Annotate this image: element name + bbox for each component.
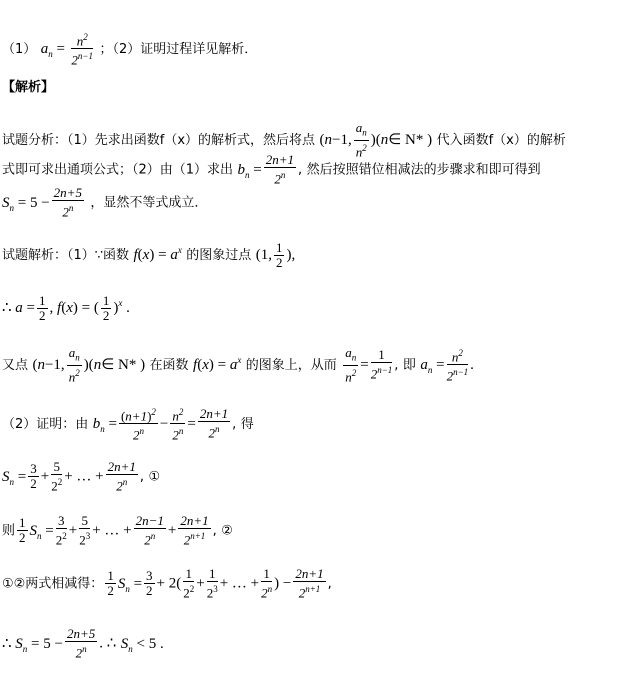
frac-an-over-n2-c: $\frac{a_n}{n^2}$ [345,345,357,384]
hint-line-2: 式即可求出通项公式；（2）由（1）求出 $b_n$ = $\frac{2n+1}{2^n}$ , 然后按照错位相减法的步骤求和即可得到 [2,152,541,187]
therefore-a-half: ∴ a = [2,300,36,316]
frac-1-over-2: $\frac{1}{2}$ [275,239,283,270]
solution-line-2: ∴ a = $\frac{1}{2}$ , f(x) = ( $\frac{1}{2}$ )$^x$ . [2,292,130,323]
point-1-half: (1, [255,247,272,263]
hint-text-1a: 试题分析：（1）先求出函数f（x）的解析式，然后将点 [2,132,316,148]
solution-text-3c: 的图象上，从而 [245,357,337,373]
frac-n2-over-2n-1: $\frac{n^2}{2^{n-1}}$ [71,32,93,68]
hint-line-3 [2,186,207,219]
formula-sn: $S_n = 5$ − [2,194,50,213]
solution-line-6: 则 $\frac{1}{2}$ $S_n$ = $\frac{3}{2^2}$ + $\frac{5}{2^3}$ + … + $\frac{2n-1}{2^n}$ + $\frac{2n+1}{2^{n+1}}$ , ② [2,513,233,548]
analysis-header: 【解析】 [2,80,55,95]
hint-text-3b: ，显然不等式成立． [90,195,208,211]
solution-text-4a: （2）证明：由 [2,416,89,432]
frac-n1sq-over-2n: $\frac{(n+1)^2}{2^n}$ [120,407,156,443]
answer-part2-text: ；（2）证明过程详见解析． [99,41,258,57]
solution-line-5: $S_n$ = $\frac{3}{2}$ + $\frac{5}{2^2}$ + … + $\frac{2n+1}{2^n}$ , ① [2,459,161,494]
frac-1-over-2-c: $\frac{1}{2}$ [102,292,110,323]
frac-n2-over-2n: $\frac{n^2}{2^n}$ [172,407,184,443]
solution-line-7: ①②两式相减得： $\frac{1}{2}$ $S_n$ = $\frac{3}{2}$ + 2( $\frac{1}{2^2}$ + $\frac{1}{2^3}$ + … + $\frac{1}{2^n}$ ) − $\frac{2n+1}{2^{n+1}}$ , [2,566,332,601]
solution-text-1a: 试题解析：（1）∵函数 [2,248,130,263]
hint-text-2a: 式即可求出通项公式；（2）由（1）求出 [2,162,234,178]
solution-line-1: 试题解析：（1）∵函数 $f(x) = a^x$ 的图象过点 (1, $\frac{1}{2}$ ), [2,239,296,270]
answer-part1-label: （1） [2,41,37,57]
formula-an: $a_n$ = [40,40,65,59]
solution-line-3: 又点 (n−1, $\frac{a_n}{n^2}$ )(n∈ N* ) 在函数 $f(x) = a^x$ 的图象上，从而 $\frac{a_n}{n^2}$ = $\frac{1}{2^{n-1}}$ , 即 $a_n$ = $\frac{n^2}{2^{n-1}}$ . [2,345,474,384]
hint-text-1b: 代入函数f（x）的解析 [436,132,566,148]
solution-line-8: ∴ $S_n = 5$ − $\frac{2n+5}{2^n}$ . ∴ $S_n < 5$ . [2,626,164,661]
frac-1-over-2-b: $\frac{1}{2}$ [39,292,46,323]
formula-bn: $b_n$ = [237,161,262,180]
frac-2n1-over-2n-b: $\frac{2n+1}{2^n}$ [199,406,229,441]
circle-1: ① [148,469,161,485]
solution-text-7a: ①②两式相减得： [2,576,104,592]
solution-text-3d: 即 [402,357,416,373]
frac-2n1-over-2n: $\frac{2n+1}{2^n}$ [265,152,294,187]
formula-fx-half-x: , f(x) = ( [49,300,99,316]
solution-text-3b: 在函数 [149,357,189,373]
solution-line-4: （2）证明：由 $b_n$ = $\frac{(n+1)^2}{2^n}$ − $\frac{n^2}{2^n}$ = $\frac{2n+1}{2^n}$ , 得 [2,406,254,443]
frac-an-over-n2-b: $\frac{a_n}{n^2}$ [68,345,80,384]
solution-text-3a: 又点 [2,357,29,373]
answer-line [2,30,257,68]
circle-2: ② [221,523,233,539]
hint-text-2b: 然后按照错位相减法的步骤求和即可得到 [306,162,541,178]
frac-1-over-2n-1: $\frac{1}{2^{n-1}}$ [370,347,393,382]
formula-fx-ax: $f(x) = a^x$ [133,245,182,263]
frac-an-over-n2: $\frac{a_n}{n^2}$ [355,120,367,159]
frac-n2-over-2n-1-b: $\frac{n^2}{2^{n-1}}$ [446,348,469,384]
frac-2n5-over-2n: $\frac{2n+5}{2^n}$ [53,185,82,220]
solution-text-4b: 得 [240,416,254,432]
n-in-N-star: )(n∈ N* ) [370,131,433,148]
point-expression: (n−1, [319,131,352,148]
solution-text-1b: 的图象过点 [186,248,252,263]
solution-text-6a: 则 [2,523,16,539]
